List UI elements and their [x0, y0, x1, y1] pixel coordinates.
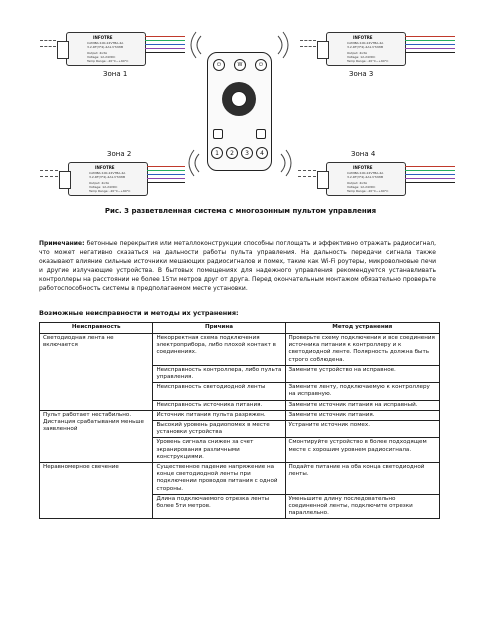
- table-cell: Существенное падение напряжение на конце светодиодной ленты при подключении проводов питания с одной стороны.: [153, 463, 285, 495]
- table-cell: Высокий уровень радиопомех в месте установки устройства: [153, 421, 285, 438]
- zone-2-label: Зона 2: [107, 150, 132, 158]
- zone-buttons: [211, 147, 268, 159]
- power-plug: [59, 171, 71, 189]
- table-cell: Замените источник питания.: [285, 410, 440, 420]
- controller-zone-2: INFOTRE CAMIBA:100-24VTBA-4A 3.2-RF(3*4)-4A1-VT2WB Output: 4x3A Voltage: 12-24VDC Temp Range: -20°C~+60°C: [68, 162, 148, 196]
- table-cell: Уровень сигнала снижен за счет экранирования различными конструкциями.: [153, 438, 285, 463]
- zone-button-3: 3: [241, 147, 253, 159]
- note-text: бетонные перекрытия или металлоконструкции способны поглощать и эффективно отражать радиосигнал, что может негативно сказаться на дальности работы пульта управления. На дальность передачи сигнала также оказывают влияние сильные источники мешающих радиосигналов и помех, такие как Wi-Fi роутеры, микроволновые печи и другие излучающие устройства. В бытовых помещениях для надежного управления рекомендуется устанавливать контроллеры на расстоянии не более 15ти метров друг от друга. Перед окончательным монтажом обязательно проверьте работоспособность системы в предполагаемом месте установки.: [39, 240, 436, 293]
- table-header-row: [40, 323, 440, 334]
- zone-4-label: Зона 4: [351, 150, 376, 158]
- white-button: W: [234, 59, 246, 71]
- table-cell: Замените ленту, подключаемую к контроллеру на исправную.: [285, 383, 440, 400]
- table-cell: Источник питания пульта разряжен.: [153, 410, 285, 420]
- table-cell: Уменьшите длину последовательно соединенной ленты, подключите отрезки параллельно.: [285, 494, 440, 519]
- zone-1-label: Зона 1: [103, 70, 128, 78]
- note-label: Примечание:: [39, 240, 85, 247]
- zone-button-4: 4: [256, 147, 268, 159]
- zone-button-2: 2: [226, 147, 238, 159]
- column-header: Метод устранения: [285, 323, 440, 334]
- signal-waves-icon: [183, 148, 205, 178]
- table-cell: Некорректная схема подключения электроприбора, либо плохой контакт в соединениях.: [153, 334, 285, 366]
- table-cell: Смонтируйте устройство в более подходящем месте с хорошим уровнем радиосигнала.: [285, 438, 440, 463]
- controller-brand: INFOTRE: [93, 35, 113, 40]
- table-cell: Устраните источник помех.: [285, 421, 440, 438]
- table-cell: Неисправность светодиодной ленты: [153, 383, 285, 400]
- zone-on-button: [256, 129, 266, 139]
- power-plug: [57, 41, 69, 59]
- zone-3-label: Зона 3: [349, 70, 374, 78]
- power-on-button: ⏻: [255, 59, 267, 71]
- column-header: Неисправность: [40, 323, 153, 334]
- table-cell: Проверьте схему подключения и все соединения источника питания к контроллеру и к светодиодной ленте. Полярность должна быть строго соблюдена.: [285, 334, 440, 366]
- table-cell: Пульт работает нестабильно. Дистанция срабатывания меньше заявленной: [40, 410, 153, 462]
- troubleshooting-table: [39, 322, 440, 519]
- table-cell: Замените устройство на исправное.: [285, 365, 440, 382]
- table-row: [40, 334, 440, 366]
- power-off-button: ⏻: [213, 59, 225, 71]
- section-title: Возможные неисправности и методы их устранения:: [39, 309, 239, 317]
- table-cell: Длина подключаемого отрезка ленты более 5ти метров.: [153, 494, 285, 519]
- power-plug: [317, 171, 329, 189]
- table-cell: Подайте питание на оба конца светодиодной ленты.: [285, 463, 440, 495]
- touch-wheel: [222, 82, 256, 116]
- table-row: [40, 410, 440, 420]
- column-header: Причина: [153, 323, 285, 334]
- zone-button-1: 1: [211, 147, 223, 159]
- table-cell: Неисправность источника питания.: [153, 400, 285, 410]
- power-plug: [317, 41, 329, 59]
- table-row: [40, 463, 440, 495]
- table-cell: Светодиодная лента не включается: [40, 334, 153, 411]
- controller-zone-1: INFOTRE CAMIBA:100-24VTBA-4A 3.2-RF(3*4)-4A1-VT2WB Output: 4x3A Voltage: 12-24VDC Temp Range: -20°C~+60°C: [66, 32, 146, 66]
- figure-caption: Рис. 3 разветвленная система с многозонным пультом управления: [104, 207, 377, 215]
- zone-off-button: [213, 129, 223, 139]
- table-cell: Неисправность контроллера, либо пульта управления.: [153, 365, 285, 382]
- note-paragraph: [39, 239, 436, 294]
- controller-zone-3: INFOTRE CAMIBA:100-24VTBA-4A 3.2-RF(3*4)-4A1-VT2WB Output: 4x3A Voltage: 12-24VDC Temp Range: -20°C~+60°C: [326, 32, 406, 66]
- signal-waves-icon: [275, 148, 297, 178]
- table-cell: Замените источник питания на исправный.: [285, 400, 440, 410]
- signal-waves-icon: [185, 30, 207, 60]
- table-cell: Неравномерное свечение: [40, 463, 153, 519]
- controller-zone-4: INFOTRE CAMIBA:100-24VTBA-4A 3.2-RF(3*4)-4A1-VT2WB Output: 4x3A Voltage: 12-24VDC Temp Range: -20°C~+60°C: [326, 162, 406, 196]
- signal-waves-icon: [272, 30, 294, 60]
- remote-control: [207, 52, 272, 171]
